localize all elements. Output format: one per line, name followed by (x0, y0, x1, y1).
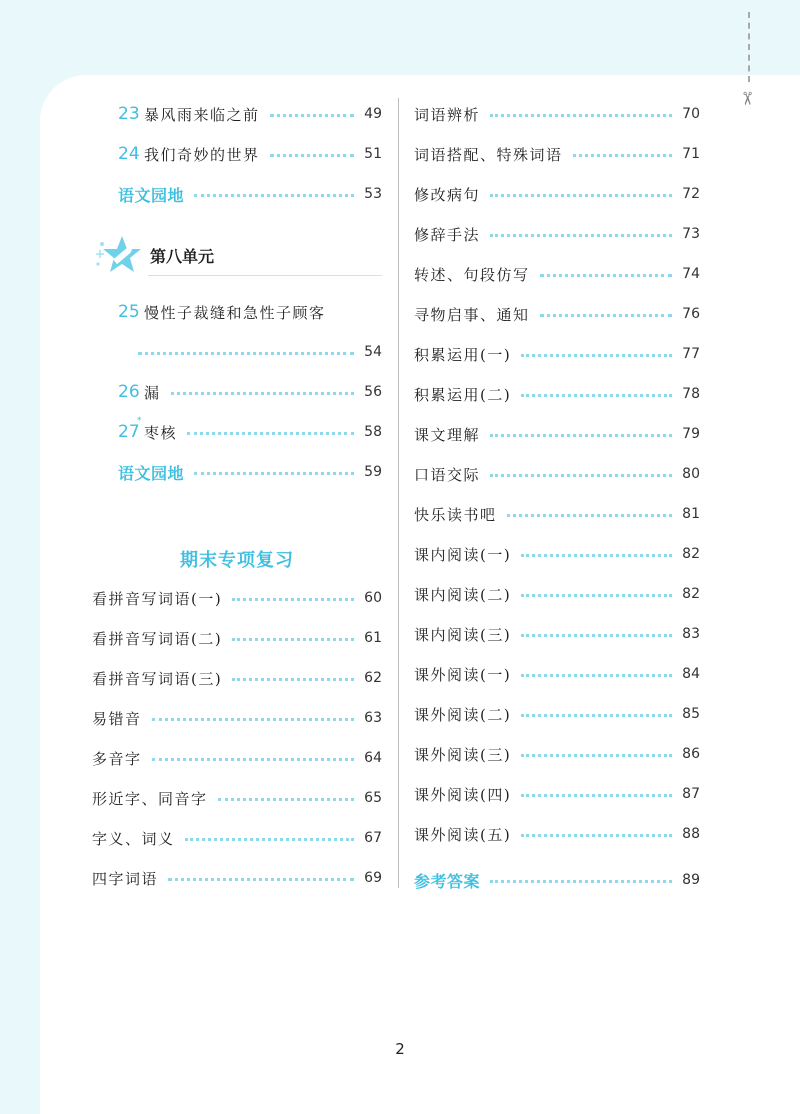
dot-leader (232, 678, 354, 681)
page-ref: 71 (682, 146, 700, 162)
page-ref: 79 (682, 426, 700, 442)
page-ref: 65 (364, 790, 382, 806)
toc-entry[interactable] (92, 706, 382, 730)
entry-title: 修改病句 (414, 185, 481, 204)
page-ref: 54 (364, 344, 382, 360)
dot-leader (152, 758, 354, 761)
optional-lesson-star: * (137, 416, 142, 426)
toc-entry[interactable] (414, 142, 700, 166)
unit-heading (92, 232, 382, 280)
toc-entry[interactable] (118, 102, 382, 126)
page-ref: 69 (364, 870, 382, 886)
entry-title: 语文园地 (118, 185, 185, 205)
entry-title: 转述、句段仿写 (414, 265, 530, 284)
dot-leader (270, 114, 354, 117)
toc-entry[interactable] (414, 702, 700, 726)
page-ref: 85 (682, 706, 700, 722)
dot-leader (521, 794, 672, 797)
dot-leader (187, 432, 354, 435)
unit-underline (148, 275, 382, 276)
dot-leader (490, 474, 672, 477)
toc-entry[interactable] (414, 542, 700, 566)
page-ref: 63 (364, 710, 382, 726)
toc-entry[interactable] (118, 340, 382, 364)
dot-leader (185, 838, 354, 841)
entry-title: 看拼音写词语(三) (92, 669, 223, 688)
dot-leader (270, 154, 354, 157)
entry-title: 寻物启事、通知 (414, 305, 530, 324)
entry-title: 我们奇妙的世界 (144, 145, 260, 164)
lesson-number: 24 (118, 144, 140, 164)
toc-entry[interactable] (414, 782, 700, 806)
page-ref: 82 (682, 546, 700, 562)
entry-title: 语文园地 (118, 463, 185, 483)
page-ref: 86 (682, 746, 700, 762)
page-ref: 78 (682, 386, 700, 402)
toc-entry[interactable] (92, 626, 382, 650)
toc-entry[interactable] (414, 662, 700, 686)
page-ref: 80 (682, 466, 700, 482)
toc-entry[interactable] (414, 382, 700, 406)
dot-leader (521, 394, 672, 397)
toc-entry[interactable] (414, 262, 700, 286)
toc-entry[interactable] (414, 822, 700, 846)
toc-entry[interactable] (92, 666, 382, 690)
page-ref: 82 (682, 586, 700, 602)
page-ref: 62 (364, 670, 382, 686)
dot-leader (490, 434, 672, 437)
entry-title: 课内阅读(二) (414, 585, 512, 604)
entry-title: 积累运用(二) (414, 385, 512, 404)
page-ref: 72 (682, 186, 700, 202)
toc-entry[interactable] (414, 502, 700, 526)
entry-title: 课外阅读(一) (414, 665, 512, 684)
entry-title: 漏 (144, 383, 161, 402)
entry-title: 口语交际 (414, 465, 481, 484)
entry-title: 易错音 (92, 709, 142, 728)
toc-entry[interactable] (92, 586, 382, 610)
dot-leader (521, 354, 672, 357)
dot-leader (573, 154, 672, 157)
dot-leader (490, 194, 672, 197)
entry-title: 课外阅读(二) (414, 705, 512, 724)
page-number: 2 (395, 1040, 405, 1058)
page-ref: 81 (682, 506, 700, 522)
page-ref: 76 (682, 306, 700, 322)
toc-entry[interactable] (118, 300, 382, 324)
dot-leader (490, 880, 672, 883)
toc-entry[interactable] (414, 182, 700, 206)
dot-leader (521, 714, 672, 717)
page-ref: 53 (364, 186, 382, 202)
page-ref: 56 (364, 384, 382, 400)
toc-entry[interactable] (414, 622, 700, 646)
dot-leader (540, 314, 672, 317)
page-ref: 70 (682, 106, 700, 122)
toc-entry[interactable] (414, 422, 700, 446)
page-ref: 88 (682, 826, 700, 842)
scissors-icon: ✂ (736, 90, 758, 107)
entry-title: 课外阅读(四) (414, 785, 512, 804)
entry-title: 课内阅读(三) (414, 625, 512, 644)
toc-entry[interactable] (414, 868, 700, 892)
page-ref: 67 (364, 830, 382, 846)
entry-title: 枣核 (144, 423, 178, 442)
entry-title: 积累运用(一) (414, 345, 512, 364)
toc-entry[interactable] (414, 462, 700, 486)
page-ref: 59 (364, 464, 382, 480)
entry-title: 形近字、同音字 (92, 789, 208, 808)
dot-leader (138, 352, 354, 355)
entry-title: 课文理解 (414, 425, 481, 444)
lesson-number: 27 * (118, 416, 142, 442)
dot-leader (152, 718, 354, 721)
dot-leader (168, 878, 354, 881)
entry-title: 课内阅读(一) (414, 545, 512, 564)
page-ref: 73 (682, 226, 700, 242)
toc-entry[interactable] (118, 142, 382, 166)
unit-title: 第八单元 (150, 247, 215, 266)
entry-title: 快乐读书吧 (414, 505, 497, 524)
toc-entry[interactable] (118, 416, 382, 444)
entry-title: 看拼音写词语(一) (92, 589, 223, 608)
page-ref: 58 (364, 424, 382, 440)
dot-leader (194, 194, 354, 197)
toc-entry[interactable] (92, 866, 382, 890)
dot-leader (490, 234, 672, 237)
cut-line (748, 12, 750, 82)
page-ref: 49 (364, 106, 382, 122)
page-ref: 89 (682, 872, 700, 888)
page-ref: 61 (364, 630, 382, 646)
page-ref: 83 (682, 626, 700, 642)
dot-leader (232, 598, 354, 601)
dot-leader (521, 834, 672, 837)
page-ref: 60 (364, 590, 382, 606)
page-ref: 77 (682, 346, 700, 362)
page-ref: 51 (364, 146, 382, 162)
toc-entry[interactable] (92, 826, 382, 850)
dot-leader (521, 554, 672, 557)
toc-entry[interactable] (118, 380, 382, 404)
lesson-number: 26 (118, 382, 140, 402)
dot-leader (171, 392, 354, 395)
dot-leader (218, 798, 354, 801)
toc-entry[interactable] (118, 460, 382, 484)
toc-entry[interactable] (414, 222, 700, 246)
lesson-number: 23 (118, 104, 140, 124)
page-ref: 64 (364, 750, 382, 766)
entry-title: 参考答案 (414, 871, 481, 891)
page-ref: 74 (682, 266, 700, 282)
entry-title: 课外阅读(五) (414, 825, 512, 844)
toc-entry[interactable] (414, 102, 700, 126)
dot-leader (521, 754, 672, 757)
toc-entry[interactable] (92, 746, 382, 770)
dot-leader (540, 274, 672, 277)
dot-leader (521, 674, 672, 677)
entry-title: 课外阅读(三) (414, 745, 512, 764)
dot-leader (194, 472, 354, 475)
toc-entry[interactable] (414, 342, 700, 366)
lesson-number: 25 (118, 302, 140, 322)
toc-entry[interactable] (414, 302, 700, 326)
entry-title: 暴风雨来临之前 (144, 105, 260, 124)
entry-title: 看拼音写词语(二) (92, 629, 223, 648)
entry-title: 词语辨析 (414, 105, 481, 124)
toc-entry[interactable] (118, 182, 382, 206)
page-ref: 84 (682, 666, 700, 682)
dot-leader (521, 594, 672, 597)
dot-leader (507, 514, 672, 517)
toc-entry[interactable] (414, 582, 700, 606)
entry-title: 多音字 (92, 749, 142, 768)
page-ref: 87 (682, 786, 700, 802)
entry-title: 字义、词义 (92, 829, 175, 848)
star-pencil-icon (92, 234, 144, 278)
dot-leader (232, 638, 354, 641)
entry-title: 词语搭配、特殊词语 (414, 145, 563, 164)
dot-leader (521, 634, 672, 637)
toc-entry[interactable] (414, 742, 700, 766)
column-divider (398, 98, 399, 888)
review-section-title: 期末专项复习 (180, 550, 294, 571)
entry-title: 四字词语 (92, 869, 159, 888)
entry-title: 修辞手法 (414, 225, 481, 244)
entry-title: 慢性子裁缝和急性子顾客 (144, 303, 326, 322)
toc-entry[interactable] (92, 786, 382, 810)
dot-leader (490, 114, 672, 117)
